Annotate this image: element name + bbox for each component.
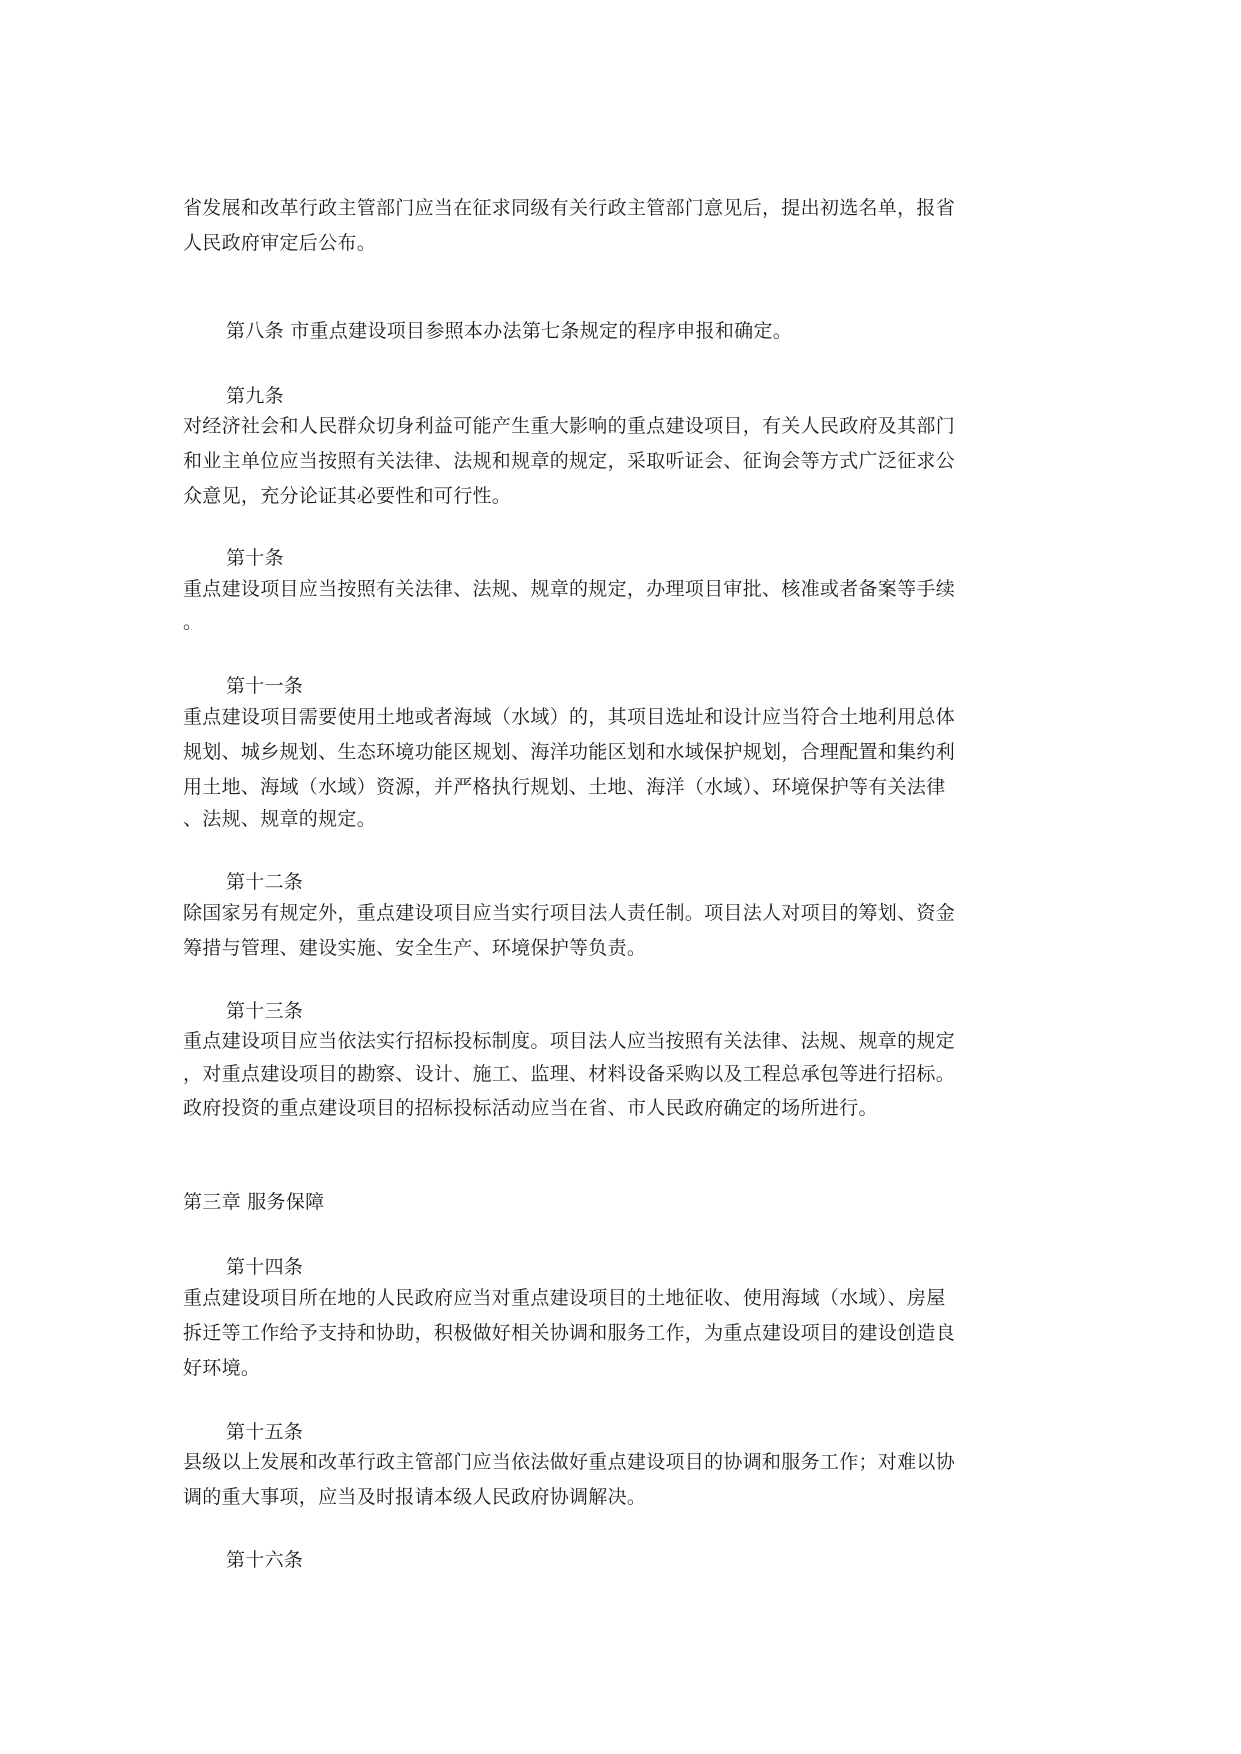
paragraph-line: 好环境。 — [183, 1357, 261, 1379]
paragraph-line: 用土地、海域（水域）资源，并严格执行规划、土地、海洋（水域）、环境保护等有关法律 — [183, 776, 946, 798]
article-8: 第八条 市重点建设项目参照本办法第七条规定的程序申报和确定。 — [226, 320, 793, 342]
paragraph-line: 重点建设项目应当依法实行招标投标制度。项目法人应当按照有关法律、法规、规章的规定 — [183, 1030, 956, 1052]
article-14-heading: 第十四条 — [226, 1256, 304, 1278]
paragraph-line: 和业主单位应当按照有关法律、法规和规章的规定，采取听证会、征询会等方式广泛征求公 — [183, 450, 956, 472]
paragraph-line: 规划、城乡规划、生态环境功能区规划、海洋功能区划和水域保护规划，合理配置和集约利 — [183, 741, 956, 763]
paragraph-line: 重点建设项目所在地的人民政府应当对重点建设项目的土地征收、使用海域（水域）、房屋 — [183, 1287, 946, 1309]
paragraph-line: 筹措与管理、建设实施、安全生产、环境保护等负责。 — [183, 937, 647, 959]
article-9-heading: 第九条 — [226, 385, 284, 407]
chapter-heading: 第三章 服务保障 — [183, 1191, 325, 1213]
paragraph-line: 、法规、规章的规定。 — [183, 808, 377, 830]
paragraph-line: 调的重大事项，应当及时报请本级人民政府协调解决。 — [183, 1486, 647, 1508]
paragraph-line: 除国家另有规定外，重点建设项目应当实行项目法人责任制。项目法人对项目的筹划、资金 — [183, 902, 956, 924]
article-12-heading: 第十二条 — [226, 871, 304, 893]
article-13-heading: 第十三条 — [226, 1000, 304, 1022]
paragraph-line: 重点建设项目应当按照有关法律、法规、规章的规定，办理项目审批、核准或者备案等手续 — [183, 578, 956, 600]
paragraph-line: ，对重点建设项目的勘察、设计、施工、监理、材料设备采购以及工程总承包等进行招标。 — [183, 1063, 956, 1085]
article-10-heading: 第十条 — [226, 547, 284, 569]
paragraph-line: 拆迁等工作给予支持和协助，积极做好相关协调和服务工作，为重点建设项目的建设创造良 — [183, 1322, 956, 1344]
paragraph-line: 众意见，充分论证其必要性和可行性。 — [183, 485, 512, 507]
paragraph-line: 人民政府审定后公布。 — [183, 232, 377, 254]
paragraph-line: 省发展和改革行政主管部门应当在征求同级有关行政主管部门意见后，提出初选名单，报省 — [183, 197, 956, 219]
article-15-heading: 第十五条 — [226, 1421, 304, 1443]
article-11-heading: 第十一条 — [226, 675, 304, 697]
paragraph-line: 。 — [183, 611, 203, 633]
article-16-heading: 第十六条 — [226, 1549, 304, 1571]
paragraph-line: 政府投资的重点建设项目的招标投标活动应当在省、市人民政府确定的场所进行。 — [183, 1097, 878, 1119]
paragraph-line: 重点建设项目需要使用土地或者海域（水域）的，其项目选址和设计应当符合土地利用总体 — [183, 706, 956, 728]
paragraph-line: 县级以上发展和改革行政主管部门应当依法做好重点建设项目的协调和服务工作；对难以协 — [183, 1451, 956, 1473]
paragraph-line: 对经济社会和人民群众切身利益可能产生重大影响的重点建设项目，有关人民政府及其部门 — [183, 415, 956, 437]
